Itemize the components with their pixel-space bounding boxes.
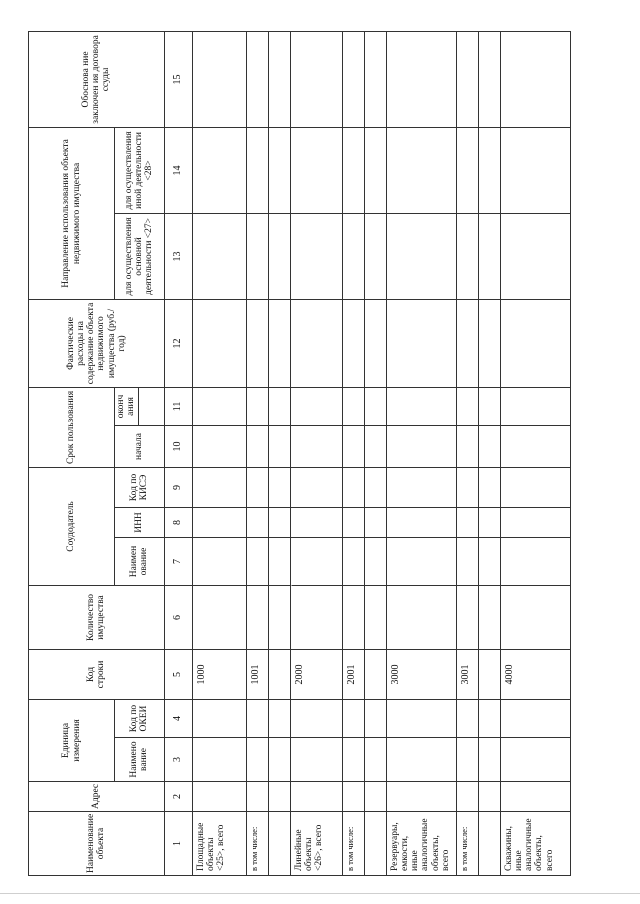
empty-cell	[456, 387, 478, 425]
empty-cell	[456, 538, 478, 586]
table-row	[386, 31, 456, 875]
empty-cell	[192, 538, 246, 586]
column-number-2: 2	[164, 782, 192, 812]
empty-cell	[268, 586, 290, 650]
empty-cell	[478, 508, 500, 538]
empty-cell	[192, 738, 246, 782]
table-row	[364, 31, 386, 875]
empty-cell	[500, 425, 570, 467]
empty-cell	[268, 782, 290, 812]
empty-cell	[268, 213, 290, 299]
empty-cell	[246, 467, 268, 507]
row-line-code: 1001	[246, 650, 268, 700]
empty-cell	[456, 213, 478, 299]
empty-cell	[342, 299, 364, 387]
empty-cell	[246, 782, 268, 812]
header-justification: Обоснова ние заключен ия договора ссуды	[29, 31, 165, 127]
empty-cell	[290, 738, 342, 782]
empty-cell	[290, 538, 342, 586]
empty-cell	[268, 508, 290, 538]
empty-cell	[500, 782, 570, 812]
empty-cell	[364, 213, 386, 299]
empty-cell	[500, 586, 570, 650]
empty-cell	[342, 586, 364, 650]
header-line-code: Код строки	[29, 650, 165, 700]
empty-cell	[192, 700, 246, 738]
header-expenses: Фактические расходы на содержание объекта недвижимого имущества (руб./год)	[29, 299, 165, 387]
column-number-15: 15	[164, 31, 192, 127]
empty-cell	[478, 425, 500, 467]
row-object-name: в том числе:	[246, 812, 268, 876]
empty-cell	[246, 586, 268, 650]
column-number-8: 8	[164, 508, 192, 538]
column-number-5: 5	[164, 650, 192, 700]
empty-cell	[246, 127, 268, 213]
empty-cell	[342, 538, 364, 586]
empty-cell	[386, 299, 456, 387]
row-line-code: 3001	[456, 650, 478, 700]
empty-cell	[364, 700, 386, 738]
empty-cell	[456, 127, 478, 213]
empty-cell	[364, 738, 386, 782]
empty-cell	[386, 31, 456, 127]
header-row-middle	[115, 31, 139, 875]
column-number-1: 1	[164, 812, 192, 876]
empty-cell	[290, 31, 342, 127]
row-object-name: Линейные объекты <26>, всего	[290, 812, 342, 876]
row-line-code: 2001	[342, 650, 364, 700]
row-line-code	[364, 650, 386, 700]
empty-cell	[500, 213, 570, 299]
row-line-code: 2000	[290, 650, 342, 700]
empty-cell	[246, 425, 268, 467]
empty-cell	[478, 127, 500, 213]
empty-cell	[456, 738, 478, 782]
empty-cell	[268, 700, 290, 738]
empty-cell	[500, 738, 570, 782]
empty-cell	[246, 738, 268, 782]
table-row	[290, 31, 342, 875]
row-object-name: Скважины, иные аналогичные объекты, всего	[500, 812, 570, 876]
header-coowner: Соудодатель	[29, 467, 115, 585]
table-row	[478, 31, 500, 875]
empty-cell	[290, 700, 342, 738]
header-quantity: Количество имущества	[29, 586, 165, 650]
column-number-row	[164, 31, 192, 875]
empty-cell	[290, 213, 342, 299]
empty-cell	[290, 127, 342, 213]
empty-cell	[192, 127, 246, 213]
empty-cell	[290, 299, 342, 387]
empty-cell	[268, 538, 290, 586]
empty-cell	[268, 467, 290, 507]
empty-cell	[342, 782, 364, 812]
empty-cell	[192, 467, 246, 507]
empty-cell	[246, 508, 268, 538]
empty-cell	[386, 538, 456, 586]
column-number-12: 12	[164, 299, 192, 387]
empty-cell	[364, 31, 386, 127]
empty-cell	[290, 508, 342, 538]
empty-cell	[478, 700, 500, 738]
column-number-7: 7	[164, 538, 192, 586]
empty-cell	[290, 586, 342, 650]
empty-cell	[500, 508, 570, 538]
row-object-name	[268, 812, 290, 876]
row-line-code: 4000	[500, 650, 570, 700]
header-coowner-name: Наимен ование	[115, 538, 165, 586]
header-coowner-inn: ИНН	[115, 508, 165, 538]
header-row-top	[29, 31, 115, 875]
empty-cell	[342, 127, 364, 213]
empty-cell	[500, 467, 570, 507]
empty-cell	[290, 467, 342, 507]
empty-cell	[290, 782, 342, 812]
table-row	[246, 31, 268, 875]
empty-cell	[478, 299, 500, 387]
empty-cell	[500, 538, 570, 586]
header-term-end: оконч ания	[115, 387, 139, 425]
empty-cell	[478, 213, 500, 299]
row-object-name	[364, 812, 386, 876]
empty-cell	[456, 782, 478, 812]
empty-cell	[364, 782, 386, 812]
row-object-name: Площадные объекты <25>, всего	[192, 812, 246, 876]
table-row	[268, 31, 290, 875]
header-unit: Единица измерения	[29, 700, 115, 782]
empty-cell	[342, 700, 364, 738]
empty-cell	[500, 299, 570, 387]
empty-cell	[246, 299, 268, 387]
empty-cell	[478, 387, 500, 425]
column-number-13: 13	[164, 213, 192, 299]
header-direction: Направление использования объекта недвижимого имущества	[29, 127, 115, 299]
row-line-code	[268, 650, 290, 700]
empty-cell	[290, 387, 342, 425]
empty-cell	[246, 538, 268, 586]
empty-cell	[386, 387, 456, 425]
empty-cell	[456, 508, 478, 538]
empty-cell	[500, 700, 570, 738]
empty-cell	[192, 586, 246, 650]
scan-speck	[291, 585, 292, 586]
empty-cell	[456, 425, 478, 467]
empty-cell	[456, 299, 478, 387]
empty-cell	[386, 738, 456, 782]
empty-cell	[456, 467, 478, 507]
empty-cell	[342, 467, 364, 507]
empty-cell	[268, 425, 290, 467]
empty-cell	[364, 508, 386, 538]
empty-cell	[342, 213, 364, 299]
empty-cell	[342, 738, 364, 782]
empty-cell	[364, 387, 386, 425]
sublease-objects-table	[28, 31, 571, 876]
empty-cell	[456, 586, 478, 650]
header-address: Адрес	[29, 782, 165, 812]
empty-cell	[246, 700, 268, 738]
empty-cell	[386, 782, 456, 812]
row-line-code: 1000	[192, 650, 246, 700]
empty-cell	[386, 508, 456, 538]
empty-cell	[478, 586, 500, 650]
header-unit-name: Наимено вание	[115, 738, 165, 782]
header-unit-okei: Код по ОКЕИ	[115, 700, 165, 738]
empty-cell	[386, 700, 456, 738]
row-object-name: в том числе:	[456, 812, 478, 876]
empty-cell	[364, 299, 386, 387]
empty-cell	[342, 425, 364, 467]
header-dir-other: для осуществления иной деятельности <28>	[115, 127, 165, 213]
empty-cell	[478, 31, 500, 127]
table-row	[342, 31, 364, 875]
empty-cell	[192, 425, 246, 467]
row-line-code: 3000	[386, 650, 456, 700]
empty-cell	[192, 299, 246, 387]
column-number-6: 6	[164, 586, 192, 650]
table-row	[192, 31, 246, 875]
empty-cell	[268, 31, 290, 127]
empty-cell	[192, 31, 246, 127]
column-number-11: 11	[164, 387, 192, 425]
row-line-code	[478, 650, 500, 700]
empty-cell	[192, 213, 246, 299]
scan-edge-line	[0, 893, 640, 894]
header-term: Срок пользования	[29, 387, 115, 467]
empty-cell	[246, 31, 268, 127]
row-object-name	[478, 812, 500, 876]
empty-cell	[478, 538, 500, 586]
empty-cell	[192, 508, 246, 538]
empty-cell	[268, 387, 290, 425]
rotated-table-wrapper	[28, 32, 555, 876]
table-row	[500, 31, 570, 875]
column-number-10: 10	[164, 425, 192, 467]
empty-cell	[342, 31, 364, 127]
empty-cell	[268, 299, 290, 387]
column-number-3: 3	[164, 738, 192, 782]
empty-cell	[500, 127, 570, 213]
column-number-4: 4	[164, 700, 192, 738]
empty-cell	[386, 425, 456, 467]
empty-cell	[386, 213, 456, 299]
empty-cell	[364, 467, 386, 507]
empty-cell	[364, 538, 386, 586]
column-number-9: 9	[164, 467, 192, 507]
empty-cell	[478, 738, 500, 782]
empty-cell	[456, 31, 478, 127]
empty-cell	[364, 425, 386, 467]
column-number-14: 14	[164, 127, 192, 213]
empty-cell	[478, 782, 500, 812]
empty-cell	[386, 467, 456, 507]
table-row	[456, 31, 478, 875]
header-term-end-blank	[138, 387, 164, 425]
empty-cell	[456, 700, 478, 738]
empty-cell	[342, 508, 364, 538]
empty-cell	[478, 467, 500, 507]
header-dir-main: для осуществления основной деятельности <27>	[115, 213, 165, 299]
empty-cell	[192, 387, 246, 425]
header-term-start: начала	[115, 425, 165, 467]
empty-cell	[246, 387, 268, 425]
empty-cell	[386, 127, 456, 213]
empty-cell	[268, 738, 290, 782]
empty-cell	[364, 586, 386, 650]
empty-cell	[246, 213, 268, 299]
empty-cell	[386, 586, 456, 650]
empty-cell	[268, 127, 290, 213]
empty-cell	[500, 31, 570, 127]
empty-cell	[192, 782, 246, 812]
header-coowner-kisz: Код по КИСЭ	[115, 467, 165, 507]
empty-cell	[500, 387, 570, 425]
row-object-name: Резервуары, емкости, иные аналогичные объекты, всего	[386, 812, 456, 876]
empty-cell	[342, 387, 364, 425]
empty-cell	[290, 425, 342, 467]
empty-cell	[364, 127, 386, 213]
row-object-name: в том числе:	[342, 812, 364, 876]
header-object-name: Наименование объекта	[29, 812, 165, 876]
